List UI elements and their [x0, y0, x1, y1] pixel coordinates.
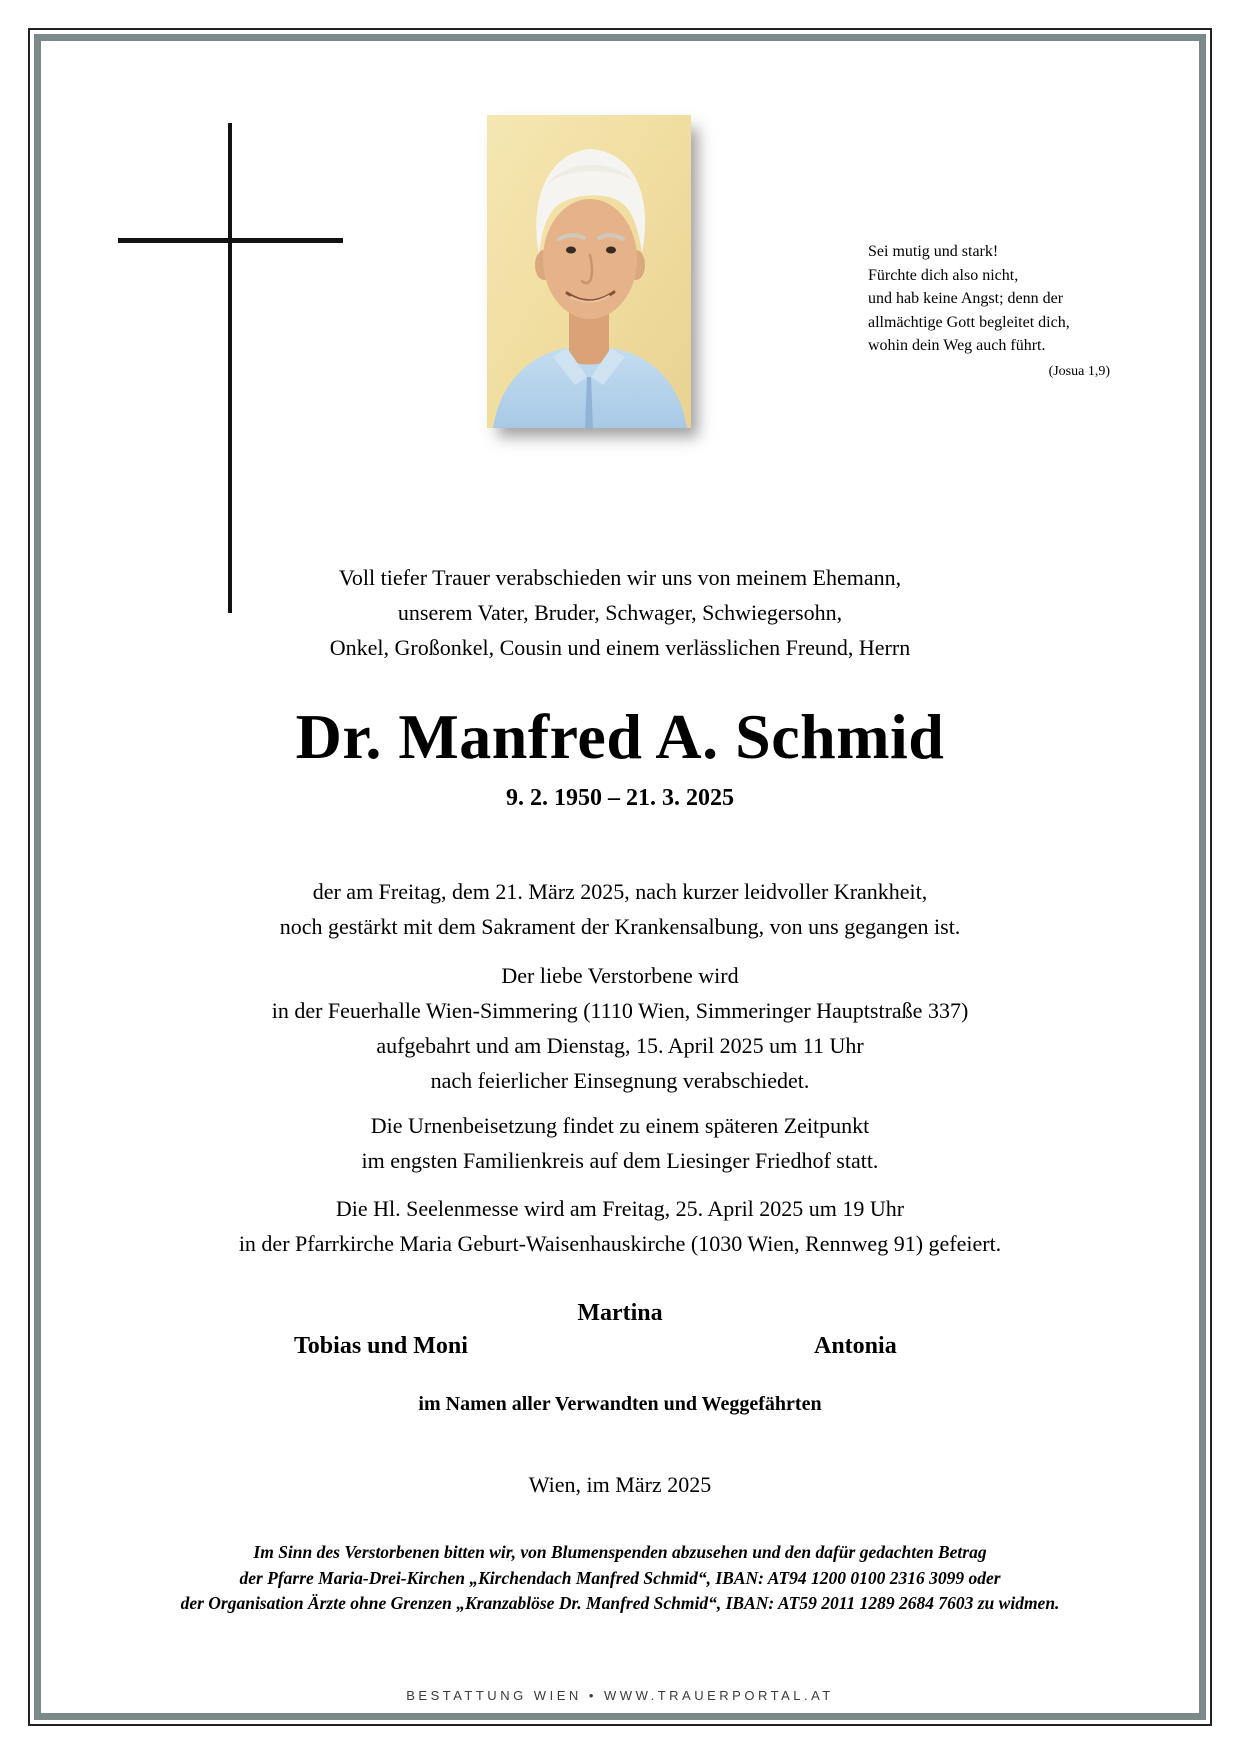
donation-request-paragraph: [40, 1540, 1200, 1617]
memorial-mass-paragraph: [40, 1191, 1200, 1261]
laying-out-line: nach feierlicher Einsegnung verabschiedet.: [430, 1068, 810, 1093]
announcement-line: Onkel, Großonkel, Cousin und einem verlässlichen Freund, Herrn: [329, 635, 911, 660]
cross-vertical-bar: [228, 123, 232, 613]
portrait-photo: [487, 115, 691, 428]
death-notice-paragraph: [40, 874, 1200, 944]
place-and-date: Wien, im März 2025: [528, 1472, 712, 1497]
laying-out-paragraph: [40, 958, 1200, 1098]
laying-out-line: aufgebahrt und am Dienstag, 15. April 2025 um 11 Uhr: [376, 1033, 864, 1058]
cross-horizontal-bar: [118, 238, 343, 243]
announcement-line: Voll tiefer Trauer verabschieden wir uns von meinem Ehemann,: [338, 565, 902, 590]
footer-branding: BESTATTUNG WIEN • WWW.TRAUERPORTAL.AT: [406, 1688, 834, 1703]
laying-out-line: Der liebe Verstorbene wird: [501, 963, 739, 988]
urn-burial-paragraph: [40, 1108, 1200, 1178]
donation-request-line: der Organisation Ärzte ohne Grenzen „Kranzablöse Dr. Manfred Schmid“, IBAN: AT59 2011 1289 2684 7603 zu widmen.: [180, 1593, 1060, 1613]
scripture-line: und hab keine Angst; denn der: [868, 290, 1064, 307]
scripture-quote: [868, 240, 1110, 383]
scripture-line: allmächtige Gott begleitet dich,: [868, 313, 1070, 331]
life-dates: 9. 2. 1950 – 21. 3. 2025: [506, 785, 734, 811]
urn-burial-line: Die Urnenbeisetzung findet zu einem späteren Zeitpunkt: [370, 1113, 870, 1138]
scripture-line: Sei mutig und stark!: [868, 243, 999, 260]
death-notice-line: noch gestärkt mit dem Sakrament der Krankensalbung, von uns gegangen ist.: [279, 914, 961, 939]
announcement-line: unserem Vater, Bruder, Schwager, Schwiegersohn,: [397, 600, 843, 625]
donation-request-line: der Pfarre Maria-Drei-Kirchen „Kirchendach Manfred Schmid“, IBAN: AT94 1200 0100 2316 3099 oder: [239, 1567, 1001, 1588]
announcement-paragraph: [40, 560, 1200, 665]
mourners-closing-line: im Namen aller Verwandten und Weggefährten: [418, 1393, 822, 1415]
donation-request-line: Im Sinn des Verstorbenen bitten wir, von Blumenspenden abzusehen und den dafür gedachten Betrag: [253, 1542, 987, 1562]
scripture-line: wohin dein Weg auch führt.: [868, 337, 1046, 354]
laying-out-line: in der Feuerhalle Wien-Simmering (1110 Wien, Simmeringer Hauptstraße 337): [271, 998, 969, 1023]
memorial-mass-line: Die Hl. Seelenmesse wird am Freitag, 25. April 2025 um 19 Uhr: [335, 1196, 905, 1221]
scripture-line: Fürchte dich also nicht,: [868, 266, 1019, 284]
scripture-attribution: (Josua 1,9): [1048, 363, 1110, 379]
death-notice-line: der am Freitag, dem 21. März 2025, nach kurzer leidvoller Krankheit,: [312, 879, 928, 904]
mourner-name-left: Tobias und Moni: [294, 1333, 468, 1359]
memorial-mass-line: in der Pfarrkirche Maria Geburt-Waisenhauskirche (1030 Wien, Rennweg 91) gefeiert.: [238, 1231, 1002, 1256]
urn-burial-line: im engsten Familienkreis auf dem Liesinger Friedhof statt.: [361, 1148, 879, 1173]
deceased-name: Dr. Manfred A. Schmid: [295, 701, 945, 772]
mourner-name-center: Martina: [577, 1300, 663, 1326]
mourner-name-right: Antonia: [814, 1333, 897, 1359]
